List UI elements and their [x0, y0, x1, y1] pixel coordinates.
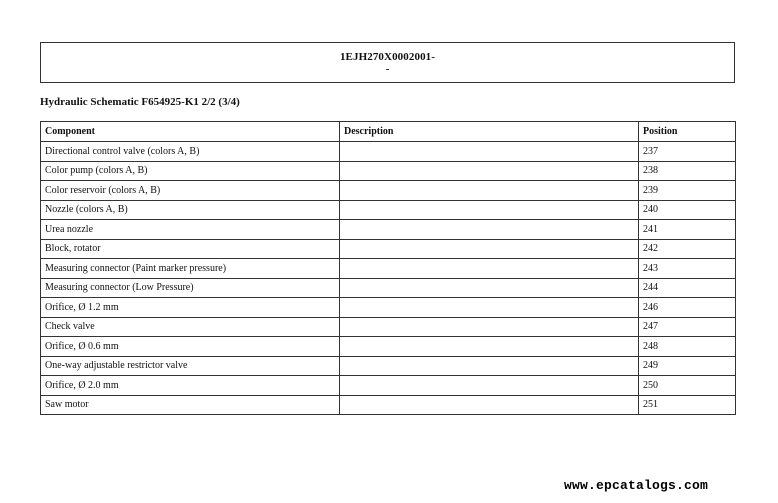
column-header-description: Description: [340, 122, 639, 142]
table-row: [41, 278, 736, 298]
cell-component: Orifice, Ø 0.6 mm: [41, 337, 340, 357]
cell-description: [340, 259, 639, 279]
table-row: [41, 181, 736, 201]
cell-description: [340, 161, 639, 181]
cell-description: [340, 200, 639, 220]
cell-position: 243: [639, 259, 736, 279]
cell-description: [340, 298, 639, 318]
components-table: [40, 121, 736, 415]
cell-component: Block, rotator: [41, 239, 340, 259]
cell-description: [340, 395, 639, 415]
table-header-row: [41, 122, 736, 142]
cell-description: [340, 142, 639, 162]
table-row: [41, 259, 736, 279]
column-header-position: Position: [639, 122, 736, 142]
cell-position: 242: [639, 239, 736, 259]
cell-description: [340, 356, 639, 376]
table-row: [41, 200, 736, 220]
cell-position: 246: [639, 298, 736, 318]
table-row: [41, 337, 736, 357]
cell-position: 249: [639, 356, 736, 376]
column-header-component: Component: [41, 122, 340, 142]
cell-component: Color reservoir (colors A, B): [41, 181, 340, 201]
section-title: Hydraulic Schematic F654925-K1 2/2 (3/4): [40, 96, 240, 108]
cell-position: 251: [639, 395, 736, 415]
table-row: [41, 376, 736, 396]
cell-component: Measuring connector (Paint marker pressure): [41, 259, 340, 279]
cell-description: [340, 376, 639, 396]
table-body: [41, 142, 736, 415]
cell-component: Urea nozzle: [41, 220, 340, 240]
cell-position: 244: [639, 278, 736, 298]
cell-component: Check valve: [41, 317, 340, 337]
cell-position: 241: [639, 220, 736, 240]
cell-position: 238: [639, 161, 736, 181]
document-header-box: [40, 42, 735, 83]
cell-position: 239: [639, 181, 736, 201]
table-row: [41, 317, 736, 337]
cell-position: 247: [639, 317, 736, 337]
watermark-text: www.epcatalogs.com: [564, 478, 709, 493]
cell-position: 240: [639, 200, 736, 220]
cell-description: [340, 278, 639, 298]
table-row: [41, 395, 736, 415]
cell-component: One-way adjustable restrictor valve: [41, 356, 340, 376]
table-row: [41, 220, 736, 240]
cell-component: Nozzle (colors A, B): [41, 200, 340, 220]
document-id: 1EJH270X0002001-: [339, 51, 436, 63]
table-row: [41, 239, 736, 259]
cell-description: [340, 239, 639, 259]
document-sub-id: -: [385, 63, 390, 75]
cell-component: Saw motor: [41, 395, 340, 415]
table-row: [41, 142, 736, 162]
table-row: [41, 161, 736, 181]
cell-component: Color pump (colors A, B): [41, 161, 340, 181]
cell-description: [340, 317, 639, 337]
table-row: [41, 298, 736, 318]
cell-position: 250: [639, 376, 736, 396]
cell-position: 237: [639, 142, 736, 162]
cell-component: Measuring connector (Low Pressure): [41, 278, 340, 298]
cell-description: [340, 220, 639, 240]
cell-description: [340, 337, 639, 357]
cell-position: 248: [639, 337, 736, 357]
cell-component: Orifice, Ø 2.0 mm: [41, 376, 340, 396]
cell-component: Orifice, Ø 1.2 mm: [41, 298, 340, 318]
cell-description: [340, 181, 639, 201]
cell-component: Directional control valve (colors A, B): [41, 142, 340, 162]
table-row: [41, 356, 736, 376]
